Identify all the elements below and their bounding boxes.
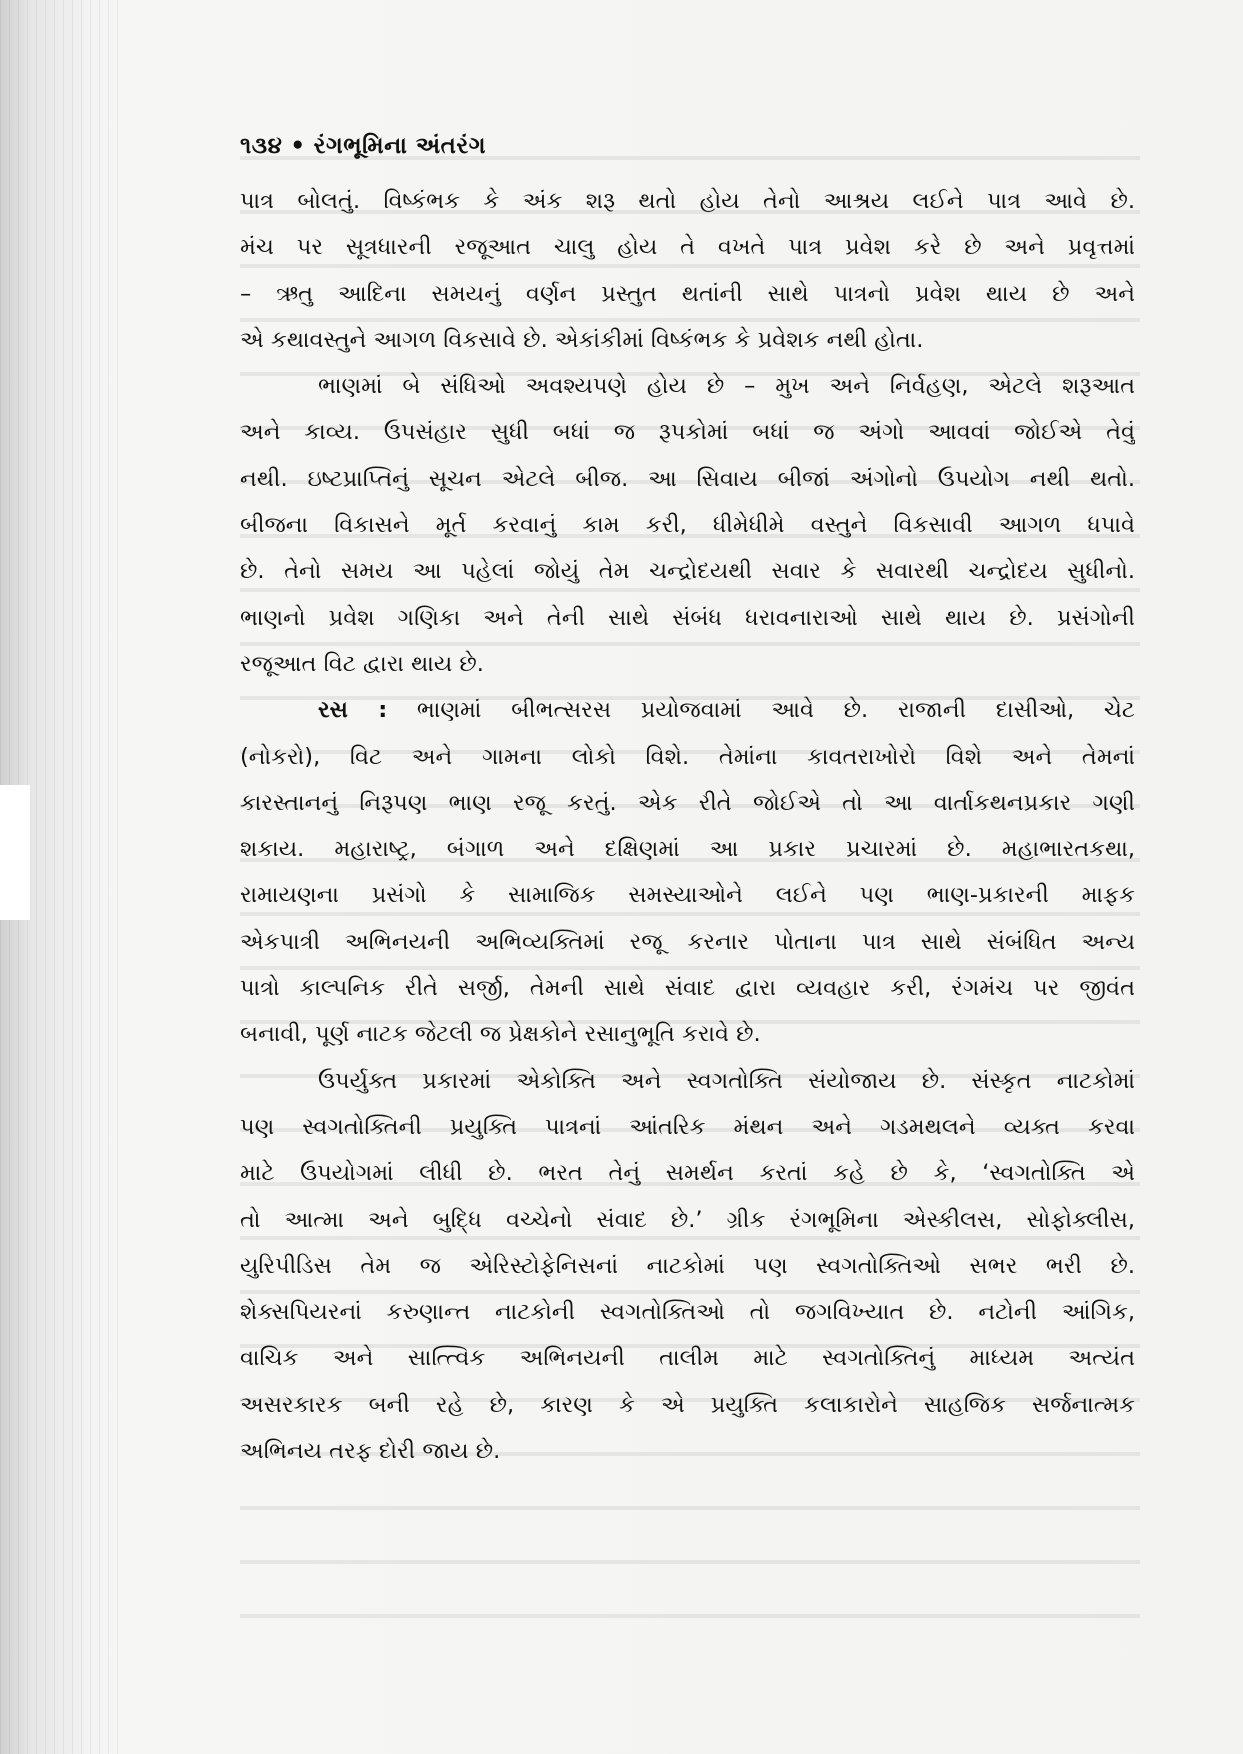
text-line xyxy=(240,409,1135,455)
page-content xyxy=(240,128,1135,1474)
line-text: ઉપર્યુક્ત પ્રકારમાં એકોક્તિ અને સ્વગતોક્તિ સંયોજાય છે. સંસ્કૃત નાટકોમાં xyxy=(318,1067,1135,1094)
text-line xyxy=(240,456,1135,502)
text-line xyxy=(240,317,1135,363)
text-line xyxy=(240,363,1135,409)
page-number: ૧૩૪ xyxy=(240,133,283,159)
line-text: કારસ્તાનનું નિરૂપણ ભાણ રજૂ કરતું. એક રીતે જોઈએ તો આ વાર્તાકથનપ્રકાર ગણી xyxy=(240,789,1135,816)
line-text: પણ સ્વગતોક્તિની પ્રયુક્તિ પાત્રનાં આંતરિક મંથન અને ગડમથલને વ્યક્ત કરવા xyxy=(240,1113,1135,1140)
line-text: શેક્સપિયરનાં કરુણાન્ત નાટકોની સ્વગતોક્તિઓ તો જગવિખ્યાત છે. નટોની આંગિક, xyxy=(240,1299,1135,1326)
text-line xyxy=(240,1335,1135,1381)
line-text: એકપાત્રી અભિનયની અભિવ્યક્તિમાં રજૂ કરનાર પોતાના પાત્ર સાથે સંબંધિત અન્ય xyxy=(240,928,1135,955)
line-text: રામાયણના પ્રસંગો કે સામાજિક સમસ્યાઓને લઈને પણ ભાણ-પ્રકારની માફક xyxy=(240,882,1135,909)
text-line xyxy=(240,224,1135,270)
line-text: અને કાવ્ય. ઉપસંહાર સુધી બધાં જ રૂપકોમાં બધાં જ અંગો આવવાં જોઈએ તેવું xyxy=(240,419,1135,446)
line-text: અભિનય તરફ દોરી જાય છે. xyxy=(240,1438,501,1465)
line-text: માટે ઉપયોગમાં લીધી છે. ભરત તેનું સમર્થન કરતાં કહે છે કે, ‘સ્વગતોક્તિ એ xyxy=(240,1160,1135,1187)
text-line xyxy=(240,919,1135,965)
line-text: બીજના વિકાસને મૂર્ત કરવાનું કામ કરી, ધીમેધીમે વસ્તુને વિકસાવી આગળ ધપાવે xyxy=(240,512,1135,539)
text-line xyxy=(240,826,1135,872)
text-line xyxy=(240,502,1135,548)
text-line xyxy=(240,1382,1135,1428)
line-text: – ઋતુ આદિના સમયનું વર્ણન પ્રસ્તુત થતાંની સાથે પાત્રનો પ્રવેશ થાય છે અને xyxy=(240,280,1135,307)
paragraph xyxy=(240,363,1135,687)
line-text: રજૂઆત વિટ દ્વારા થાય છે. xyxy=(240,650,484,677)
page-tab-marker xyxy=(0,785,30,920)
text-line xyxy=(240,734,1135,780)
text-line xyxy=(240,1197,1135,1243)
line-text: (નોકરો), વિટ અને ગામના લોકો વિશે. તેમાંના કાવતરાખોરો વિશે અને તેમનાં xyxy=(240,743,1135,770)
line-text: યુરિપીડિસ તેમ જ એરિસ્ટોફેનિસનાં નાટકોમાં પણ સ્વગતોક્તિઓ સભર ભરી છે. xyxy=(240,1252,1135,1279)
text-line xyxy=(240,271,1135,317)
text-line xyxy=(240,1058,1135,1104)
line-text: એ કથાવસ્તુને આગળ વિકસાવે છે. એકાંકીમાં વિષ્કંભક કે પ્રવેશક નથી હોતા. xyxy=(240,326,924,353)
paragraph xyxy=(240,178,1135,363)
running-header xyxy=(240,128,1135,164)
text-line xyxy=(240,965,1135,1011)
text-line xyxy=(240,178,1135,224)
header-separator: • xyxy=(290,133,306,159)
text-line xyxy=(240,1243,1135,1289)
text-line xyxy=(240,780,1135,826)
line-text: મંચ પર સૂત્રધારની રજૂઆત ચાલુ હોય તે વખતે પાત્ર પ્રવેશ કરે છે અને પ્રવૃત્તમાં xyxy=(240,234,1135,261)
text-line xyxy=(240,1011,1135,1057)
line-text: ભાણમાં બીભત્સરસ પ્રયોજવામાં આવે છે. રાજાની દાસીઓ, ચેટ xyxy=(387,697,1135,724)
paragraph xyxy=(240,687,1135,1057)
line-text: છે. તેનો સમય આ પહેલાં જોયું તેમ ચન્દ્રોદયથી સવાર કે સવારથી ચન્દ્રોદય સુધીનો. xyxy=(240,558,1135,585)
line-text: શકાય. મહારાષ્ટ્ર, બંગાળ અને દક્ષિણમાં આ પ્રકાર પ્રચારમાં છે. મહાભારતકથા, xyxy=(240,836,1135,863)
line-text: તો આત્મા અને બુદ્ધિ વચ્ચેનો સંવાદ છે.’ ગ્રીક રંગભૂમિના એસ્કીલસ, સોફોક્લીસ, xyxy=(240,1206,1135,1233)
line-text: ભાણમાં બે સંધિઓ અવશ્યપણે હોય છે – મુખ અને નિર્વહણ, એટલે શરૂઆત xyxy=(318,373,1135,400)
text-line xyxy=(240,641,1135,687)
text-line xyxy=(240,1104,1135,1150)
line-text: અસરકારક બની રહે છે, કારણ કે એ પ્રયુક્તિ કલાકારોને સાહજિક સર્જનાત્મક xyxy=(240,1391,1135,1418)
text-line xyxy=(240,548,1135,594)
text-line xyxy=(240,687,1135,733)
paragraph xyxy=(240,1058,1135,1475)
text-line xyxy=(240,595,1135,641)
body-text xyxy=(240,178,1135,1474)
line-text: પાત્રો કાલ્પનિક રીતે સર્જી, તેમની સાથે સંવાદ દ્વારા વ્યવહાર કરી, રંગમંચ પર જીવંત xyxy=(240,975,1135,1002)
paragraph-lead: રસ : xyxy=(318,697,388,724)
running-title: રંગભૂમિના અંતરંગ xyxy=(313,133,487,159)
line-text: નથી. ઇષ્ટપ્રાપ્તિનું સૂચન એટલે બીજ. આ સિવાય બીજાં અંગોનો ઉપયોગ નથી થતો. xyxy=(240,465,1135,492)
text-line xyxy=(240,1150,1135,1196)
text-line xyxy=(240,872,1135,918)
line-text: વાચિક અને સાત્ત્વિક અભિનયની તાલીમ માટે સ્વગતોક્તિનું માધ્યમ અત્યંત xyxy=(240,1345,1135,1372)
line-text: પાત્ર બોલતું. વિષ્કંભક કે અંક શરૂ થતો હોય તેનો આશ્રય લઈને પાત્ર આવે છે. xyxy=(240,188,1135,214)
line-text: ભાણનો પ્રવેશ ગણિકા અને તેની સાથે સંબંધ ધરાવનારાઓ સાથે થાય છે. પ્રસંગોની xyxy=(240,604,1135,631)
text-line xyxy=(240,1428,1135,1474)
text-line xyxy=(240,1289,1135,1335)
line-text: બનાવી, પૂર્ણ નાટક જેટલી જ પ્રેક્ષકોને રસાનુભૂતિ કરાવે છે. xyxy=(240,1021,761,1048)
